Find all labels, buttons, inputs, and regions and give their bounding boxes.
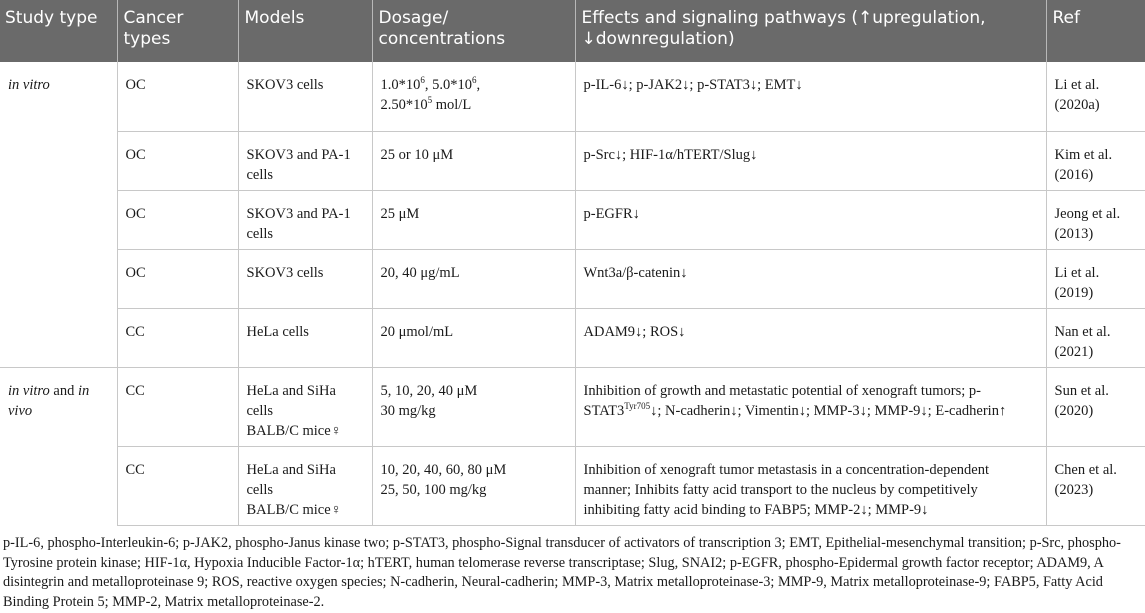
cancer-cell: OC bbox=[117, 249, 238, 308]
study-type-cell: in vitro and in vivo bbox=[0, 367, 117, 525]
cancer-cell: CC bbox=[117, 446, 238, 525]
effects-cell: p-Src↓; HIF-1α/hTERT/Slug↓ bbox=[575, 131, 1046, 190]
ref-cell: Li et al. (2019) bbox=[1046, 249, 1145, 308]
table-row bbox=[0, 62, 1145, 131]
effects-cell: p-EGFR↓ bbox=[575, 190, 1046, 249]
table-row bbox=[0, 249, 1145, 308]
ref-cell: Nan et al. (2021) bbox=[1046, 308, 1145, 367]
model-cell: SKOV3 cells bbox=[238, 249, 372, 308]
cancer-cell: OC bbox=[117, 62, 238, 131]
model-cell: SKOV3 cells bbox=[238, 62, 372, 131]
cancer-cell: OC bbox=[117, 131, 238, 190]
study-type-text: in vitro bbox=[8, 77, 50, 93]
effects-cell: Inhibition of growth and metastatic potential of xenograft tumors; $p-STAT3^{Tyr705}↓$; N-cadherin↓; Vimentin↓; MMP-3↓; MMP-9↓; E-cadherin↑ bbox=[575, 367, 1046, 446]
model-cell: SKOV3 and PA-1 cells bbox=[238, 190, 372, 249]
dosage-cell: 25 or 10 μM bbox=[372, 131, 575, 190]
effects-cell: Inhibition of xenograft tumor metastasis in a concentration-dependent manner; Inhibits fatty acid transport to the nucleus by competitively inhibiting fatty acid binding to FABP5; MMP-2↓; MMP-9↓ bbox=[575, 446, 1046, 525]
header-row bbox=[0, 0, 1145, 62]
dosage-cell: 10, 20, 40, 60, 80 μM 25, 50, 100 mg/kg bbox=[372, 446, 575, 525]
ref-cell: Kim et al. (2016) bbox=[1046, 131, 1145, 190]
header-cancer-types: Cancer types bbox=[117, 0, 238, 62]
dosage-cell: 25 μM bbox=[372, 190, 575, 249]
effects-cell: Wnt3a/β-catenin↓ bbox=[575, 249, 1046, 308]
cancer-cell: OC bbox=[117, 190, 238, 249]
header-dosage: Dosage/ concentrations bbox=[372, 0, 575, 62]
cancer-cell: CC bbox=[117, 308, 238, 367]
table-row bbox=[0, 308, 1145, 367]
model-cell: HeLa and SiHa cells BALB/C mice♀ bbox=[238, 367, 372, 446]
dosage-cell: 20, 40 μg/mL bbox=[372, 249, 575, 308]
effects-cell: ADAM9↓; ROS↓ bbox=[575, 308, 1046, 367]
ref-cell: Li et al. (2020a) bbox=[1046, 62, 1145, 131]
table-row bbox=[0, 446, 1145, 525]
table-row bbox=[0, 190, 1145, 249]
dosage-cell: $1.0*10^6$, $5.0*10^6$, $2.50*10^5$ mol/L bbox=[372, 62, 575, 131]
dosage-cell: 20 μmol/mL bbox=[372, 308, 575, 367]
model-cell: HeLa and SiHa cells BALB/C mice♀ bbox=[238, 446, 372, 525]
table-footnote: p-IL-6, phospho-Interleukin-6; p-JAK2, phospho-Janus kinase two; p-STAT3, phospho-Signal transducer of activators of transcription 3; EMT, Epithelial-mesenchymal transition; p-Src, phospho-Tyrosine protein kinase; HIF-1α, Hypoxia Inducible Factor-1α; hTERT, human telomerase reverse transcriptase; Slug, SNAI2; p-EGFR, phospho-Epidermal growth factor receptor; ADAM9, A disintegrin and metalloproteinase 9; ROS, reactive oxygen species; N-cadherin, Neural-cadherin; MMP-3, Matrix metalloproteinase-3; MMP-9, Matrix metalloproteinase-9; FABP5, Fatty Acid Binding Protein 5; MMP-2, Matrix metalloproteinase-2. bbox=[3, 535, 1121, 610]
model-cell: HeLa cells bbox=[238, 308, 372, 367]
dosage-cell: 5, 10, 20, 40 μM 30 mg/kg bbox=[372, 367, 575, 446]
effects-cell: p-IL-6↓; p-JAK2↓; p-STAT3↓; EMT↓ bbox=[575, 62, 1046, 131]
study-type-cell bbox=[0, 62, 117, 367]
header-effects: Effects and signaling pathways (↑upregulation, ↓downregulation) bbox=[575, 0, 1046, 62]
ref-cell: Jeong et al. (2013) bbox=[1046, 190, 1145, 249]
header-models: Models bbox=[238, 0, 372, 62]
cancer-cell: CC bbox=[117, 367, 238, 446]
model-cell: SKOV3 and PA-1 cells bbox=[238, 131, 372, 190]
header-study-type: Study type bbox=[0, 0, 117, 62]
table-row bbox=[0, 367, 1145, 446]
header-ref: Ref bbox=[1046, 0, 1145, 62]
ref-cell: Sun et al. (2020) bbox=[1046, 367, 1145, 446]
ref-cell: Chen et al. (2023) bbox=[1046, 446, 1145, 525]
table-row bbox=[0, 131, 1145, 190]
